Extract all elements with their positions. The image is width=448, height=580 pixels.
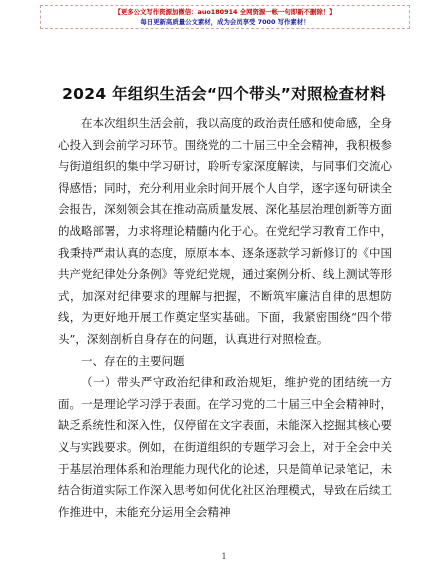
intro-paragraph: 在本次组织生活会前，我以高度的政治责任感和使命感，全身心投入到会前学习环节。围绕党的二十届三中全会精神，我积极参与街道组织的集中学习研讨，聆听专家深度解读，与同事们交流心得感悟；同时，充分利用业余时间开展个人自学，逐字逐句研读全会报告，深刻领会其在推动高质量发展、深化基层治理创新等方面的战略部署，力求将理论精髓内化于心。在党纪学习教育工作中，我秉持严肃认真的态度，原原本本、逐条逐款学习新修订的《中国共产党纪律处分条例》等党纪党规，通过案例分析、线上测试等形式，加深对纪律要求的理解与把握，不断筑牢廉洁自律的思想防线，为更好地开展工作奠定坚实基础。下面，我紧密围绕“四个带头”，深刻剖析自身存在的问题，认真进行对照检查。 bbox=[58, 116, 392, 346]
subsection-paragraph: （一）带头严守政治纪律和政治规矩，维护党的团结统一方面。一是理论学习浮于表面。在学习党的二十届三中全会精神时，缺乏系统性和深入性，仅停留在文字表面，未能深入挖掘其核心要义与实践要求。例如，在街道组织的专题学习会上，对于全会中关于基层治理体系和治理能力现代化的论述，只是简单记录笔记，未结合街道实际工作深入思考如何优化社区治理模式，导致在后续工作推进中，未能充分运用全会精神 bbox=[58, 375, 392, 519]
promo-banner bbox=[40, 5, 410, 29]
promo-banner-line-1: 【更多公文写作资源加微信：auo180914 全网资源一帐一句即新不删除！】 bbox=[114, 8, 336, 16]
document-body bbox=[58, 113, 392, 523]
document-title: 2024 年组织生活会“四个带头”对照检查材料 bbox=[62, 85, 386, 103]
page-number: 1 bbox=[221, 552, 227, 561]
section-heading: 一、存在的主要问题 bbox=[81, 353, 185, 368]
promo-banner-line-2: 每日更新高质量公文素材，成为会员享受 7000 写作素材！ bbox=[140, 18, 310, 26]
